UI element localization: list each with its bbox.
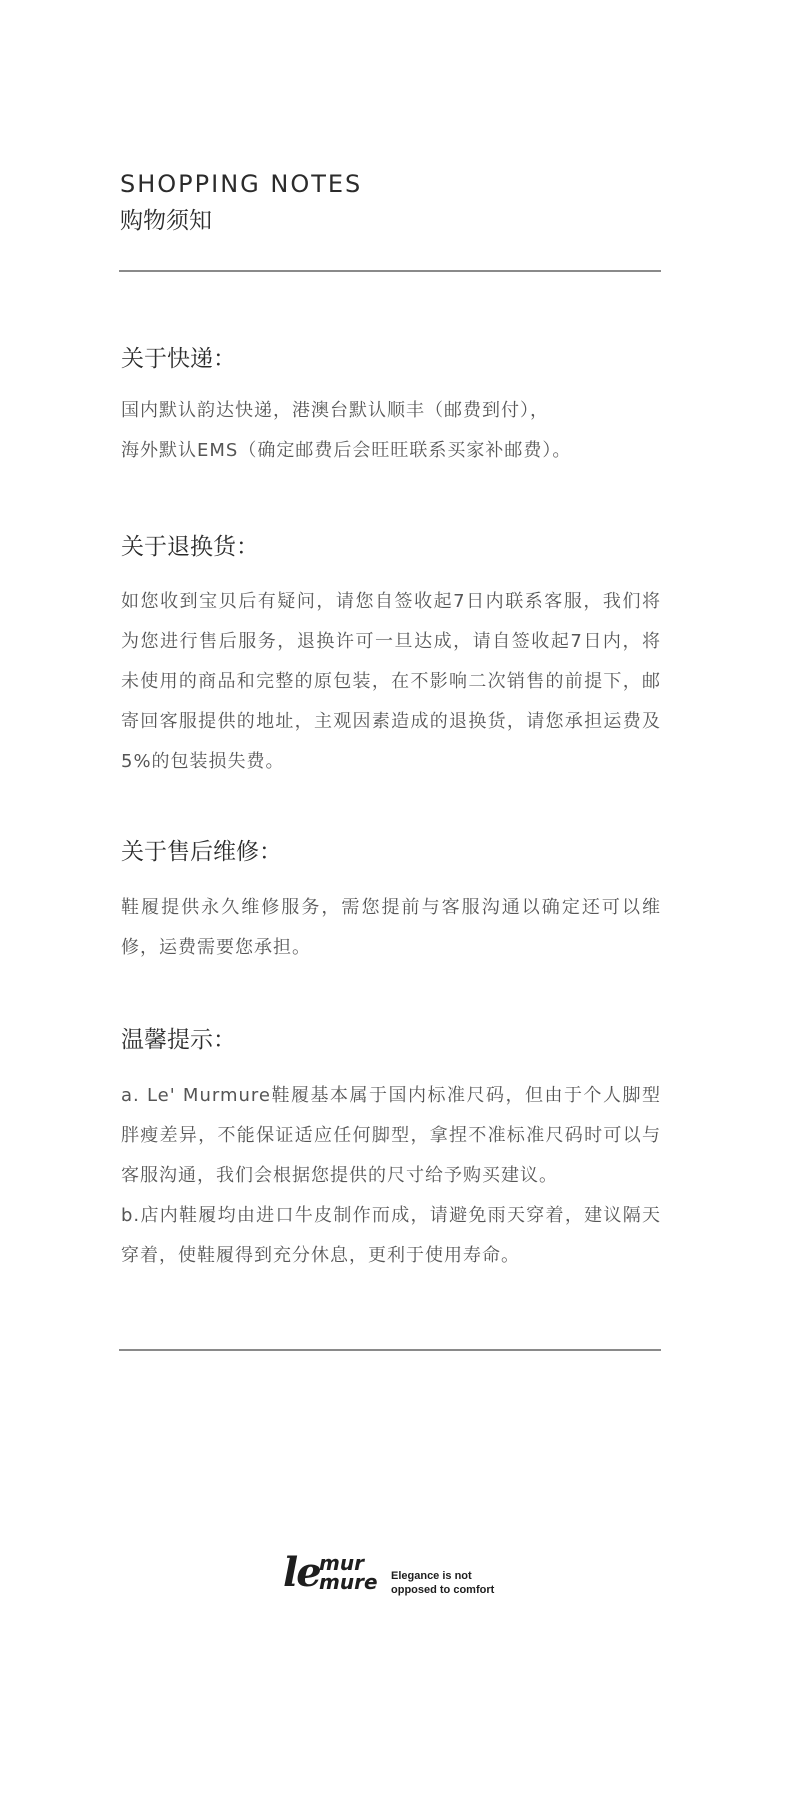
logo-word-top: mur	[319, 1551, 364, 1575]
section-body-tips	[121, 1076, 661, 1276]
express-line-1: 国内默认韵达快递，港澳台默认顺丰（邮费到付），	[121, 400, 549, 421]
express-line-2: 海外默认EMS（确定邮费后会旺旺联系买家补邮费）。	[121, 440, 572, 461]
section-repair	[121, 836, 661, 968]
section-heading-express: 关于快递：	[121, 346, 236, 372]
returns-text: 如您收到宝贝后有疑问，请您自签收起7日内联系客服，我们将为您进行售后服务，退换许可一旦达成，请自签收起7日内，将未使用的商品和完整的原包装，在不影响二次销售的前提下，邮寄回客服提供的地址，主观因素造成的退换货，请您承担运费及5%的包装损失费。	[121, 591, 661, 772]
page-header	[120, 168, 680, 238]
section-returns	[121, 531, 661, 782]
brand-logo	[283, 1549, 513, 1603]
tips-item-b: b.店内鞋履均由进口牛皮制作而成，请避免雨天穿着，建议隔天穿着，使鞋履得到充分休息，更利于使用寿命。	[121, 1205, 661, 1266]
page-title-english: SHOPPING NOTES	[120, 170, 363, 198]
top-divider	[119, 270, 661, 272]
section-body-returns	[121, 582, 661, 782]
section-heading-returns: 关于退换货：	[121, 534, 259, 560]
logo-tagline-line-1: Elegance is not	[391, 1570, 472, 1582]
logo-tagline	[391, 1569, 494, 1597]
logo-mark: le	[283, 1549, 320, 1596]
section-heading-repair: 关于售后维修：	[121, 839, 282, 865]
section-body-repair	[121, 888, 661, 968]
repair-text: 鞋履提供永久维修服务，需您提前与客服沟通以确定还可以维修，运费需要您承担。	[121, 897, 661, 958]
bottom-divider	[119, 1349, 661, 1351]
section-heading-tips: 温馨提示：	[121, 1027, 236, 1053]
section-tips	[121, 1024, 661, 1276]
logo-tagline-line-2: opposed to comfort	[391, 1584, 495, 1596]
logo-word-bottom: mure	[319, 1570, 378, 1594]
section-express	[121, 343, 661, 471]
section-body-express	[121, 391, 661, 471]
tips-item-a: a. Le' Murmure鞋履基本属于国内标准尺码，但由于个人脚型胖瘦差异，不能保证适应任何脚型，拿捏不准标准尺码时可以与客服沟通，我们会根据您提供的尺寸给予购买建议。	[121, 1085, 661, 1186]
page-title-chinese: 购物须知	[120, 208, 212, 234]
